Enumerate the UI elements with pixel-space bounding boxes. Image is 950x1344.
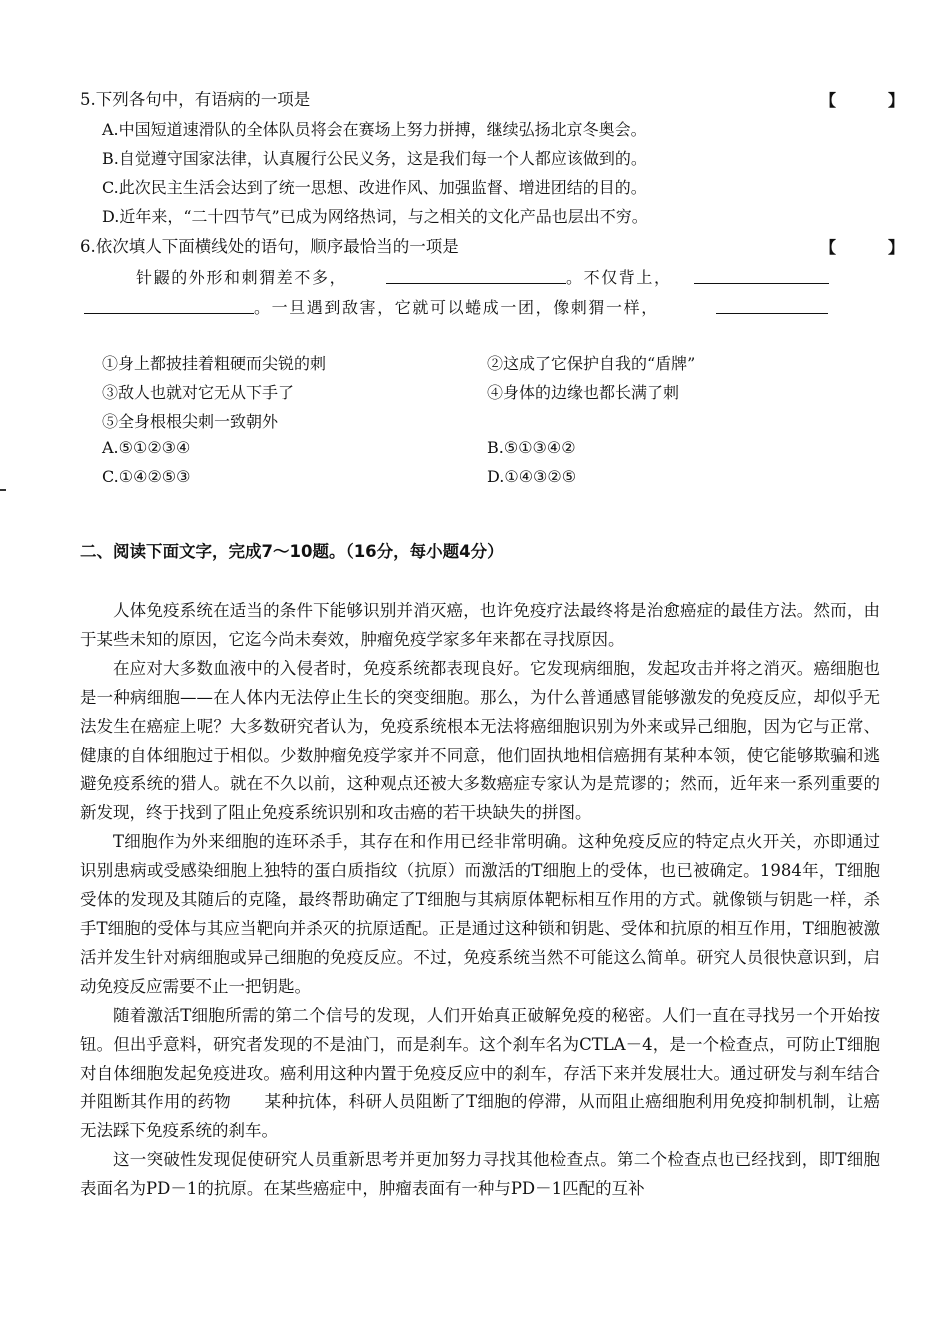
passage-part-2: 。不仅背上，: [566, 268, 672, 287]
reading-passage: [80, 597, 880, 1204]
section-2-heading: 二、阅读下面文字，完成7～10题。（16分，每小题4分）: [80, 542, 504, 561]
q6-item-3: ③敌人也就对它无从下手了: [102, 383, 295, 402]
question-5-option-d: D.近年来，“二十四节气”已成为网络热词，与之相关的文化产品也层出不穷。: [102, 207, 648, 226]
q6-choice-c: C.①④②⑤③: [102, 467, 191, 486]
q6-choice-d: D.①④③②⑤: [487, 467, 577, 486]
blank-2a: [694, 283, 829, 284]
paragraph-3: T细胞作为外来细胞的连环杀手，其存在和作用已经非常明确。这种免疫反应的特定点火开关，亦即通过识别患病或受感染细胞上独特的蛋白质指纹（抗原）而激活的T细胞上的受体，也已被确定。1984年，T细胞受体的发现及其随后的克隆，最终帮助确定了T细胞与其病原体靶标相互作用的方式。就像锁与钥匙一样，杀手T细胞的受体与其应当靶向并杀灭的抗原适配。正是通过这种锁和钥匙、受体和抗原的相互作用，T细胞被激活并发生针对病细胞或异己细胞的免疫反应。不过，免疫系统当然不可能这么简单。研究人员很快意识到，启动免疫反应需要不止一把钥匙。: [80, 832, 880, 996]
paragraph-5: 这一突破性发现促使研究人员重新思考并更加努力寻找其他检查点。第二个检查点也已经找到，即T细胞表面名为PD－1的抗原。在某些癌症中，肿瘤表面有一种与PD－1匹配的互补: [80, 1150, 880, 1199]
q6-item-1: ①身上都披挂着粗硬而尖锐的刺: [102, 354, 327, 373]
blank-3: [716, 313, 828, 314]
question-5-stem: 5.下列各句中，有语病的一项是: [80, 90, 311, 109]
question-5-option-a: A.中国短道速滑队的全体队员将会在赛场上努力拼搏，继续弘扬北京冬奥会。: [102, 120, 647, 139]
q6-item-5: ⑤全身根根尖刺一致朝外: [102, 412, 279, 431]
question-5-option-b: B.自觉遵守国家法律，认真履行公民义务，这是我们每一个人都应该做到的。: [102, 149, 647, 168]
paragraph-1: 人体免疫系统在适当的条件下能够识别并消灭癌，也许免疫疗法最终将是治愈癌症的最佳方法。然而，由于某些未知的原因，它迄今尚未奏效，肿瘤免疫学家多年来都在寻找原因。: [80, 601, 880, 649]
question-5-option-c: C.此次民主生活会达到了统一思想、改进作风、加强监督、增进团结的目的。: [102, 178, 647, 197]
blank-1: [386, 283, 566, 284]
blank-2b: [84, 313, 254, 314]
question-6-stem: 6.依次填人下面横线处的语句，顺序最恰当的一项是: [80, 237, 459, 256]
paragraph-4: 随着激活T细胞所需的第二个信号的发现，人们开始真正破解免疫的秘密。人们一直在寻找另一个开始按钮。但出乎意料，研究者发现的不是油门，而是刹车。这个刹车名为CTLA－4，是一个检查点，可防止T细胞对自体细胞发起免疫进攻。癌利用这种内置于免疫反应中的刹车，存活下来并发展壮大。通过研发与刹车结合并阻断其作用的药物 某种抗体，科研人员阻断了T细胞的停滞，从而阻止癌细胞利用免疫抑制机制，让癌无法踩下免疫系统的刹车。: [80, 1005, 880, 1141]
q6-item-4: ④身体的边缘也都长满了刺: [487, 383, 680, 402]
paragraph-2: 在应对大多数血液中的入侵者时，免疫系统都表现良好。它发现病细胞，发起攻击并将之消灭。癌细胞也是一种病细胞——在人体内无法停止生长的突变细胞。那么，为什么普通感冒能够激发的免疫反应，却似乎无法发生在癌症上呢？大多数研究者认为，免疫系统根本无法将癌细胞识别为外来或异己细胞，因为它与正常、健康的自体细胞过于相似。少数肿瘤免疫学家并不同意，他们固执地相信癌拥有某种本领，使它能够欺骗和逃避免疫系统的猎人。就在不久以前，这种观点还被大多数癌症专家认为是荒谬的；然而，近年来一系列重要的新发现，终于找到了阻止免疫系统识别和攻击癌的若干块缺失的拼图。: [80, 658, 880, 823]
passage-part-3: 。一旦遇到敌害，它就可以蜷成一团，像刺猬一样，: [254, 298, 659, 317]
q6-choice-a: A.⑤①②③④: [102, 438, 191, 457]
margin-mark: [0, 489, 6, 491]
passage-part-1: 针鼹的外形和刺猬差不多，: [136, 268, 348, 287]
q6-item-2: ②这成了它保护自我的“盾牌”: [487, 354, 696, 373]
q6-choice-b: B.⑤①③④②: [487, 438, 576, 457]
question-6-answer-bracket: 【 】: [820, 238, 923, 257]
question-5-answer-bracket: 【 】: [820, 91, 923, 110]
